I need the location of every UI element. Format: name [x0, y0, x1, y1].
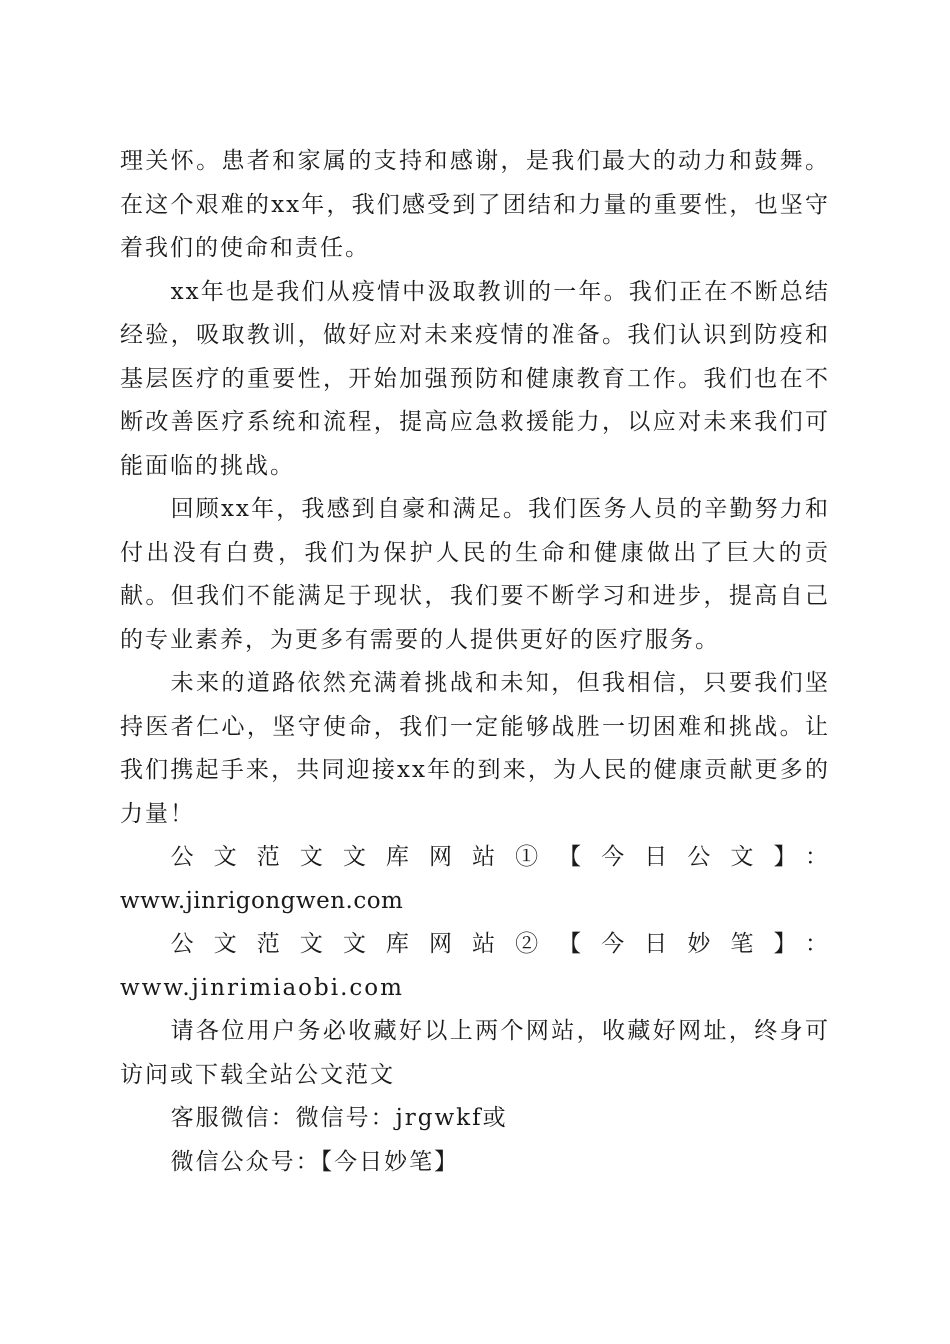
- paragraph-3: 回顾xx年，我感到自豪和满足。我们医务人员的辛勤努力和付出没有白费，我们为保护人民的生命和健康做出了巨大的贡献。但我们不能满足于现状，我们要不断学习和进步，提高自己的专业素养，为更多有需要的人提供更好的医疗服务。: [120, 496, 830, 653]
- paragraph-4: 未来的道路依然充满着挑战和未知，但我相信，只要我们坚持医者仁心，坚守使命，我们一定能够战胜一切困难和挑战。让我们携起手来，共同迎接xx年的到来，为人民的健康贡献更多的力量！: [120, 670, 830, 827]
- paragraph-2: xx年也是我们从疫情中汲取教训的一年。我们正在不断总结经验，吸取教训，做好应对未来疫情的准备。我们认识到防疫和基层医疗的重要性，开始加强预防和健康教育工作。我们也在不断改善医疗系统和流程，提高应急救援能力，以应对未来我们可能面临的挑战。: [120, 278, 830, 479]
- site-1-label: 公文范文文库网站①【今日公文】：: [170, 844, 830, 870]
- paragraph-1: 理关怀。患者和家属的支持和感谢，是我们最大的动力和鼓舞。在这个艰难的xx年，我们感受到了团结和力量的重要性，也坚守着我们的使命和责任。: [120, 148, 830, 261]
- notice-paragraph: 请各位用户务必收藏好以上两个网站，收藏好网址，终身可访问或下载全站公文范文: [120, 1018, 830, 1088]
- site-1-url: www.jinrigongwen.com: [120, 887, 404, 914]
- site-2-line: 公文范文文库网站②【今日妙笔】：www.jinrimiaobi.com: [120, 931, 830, 1001]
- wechat-public-line: 微信公众号：【今日妙笔】: [170, 1148, 460, 1175]
- wechat-service-line: 客服微信：微信号：jrgwkf或: [170, 1105, 508, 1131]
- site-1-line: [120, 836, 830, 923]
- document-body: [120, 140, 830, 1184]
